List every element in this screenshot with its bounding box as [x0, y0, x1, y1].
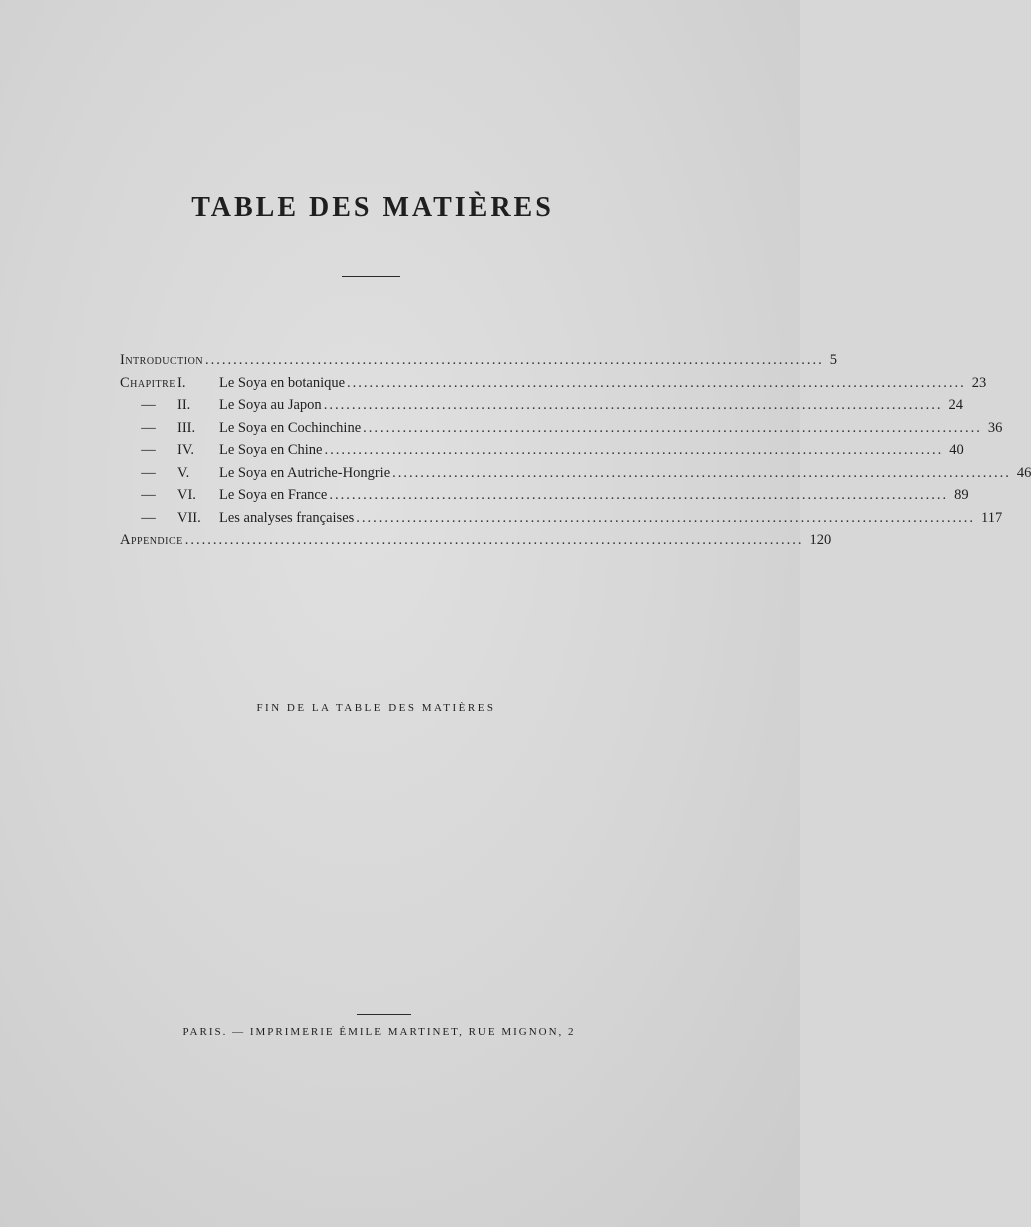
- toc-row-chapter-3: [120, 419, 1003, 443]
- toc-row-chapter-7: [120, 509, 1003, 533]
- toc-page-number: 24: [948, 397, 963, 413]
- toc-dash: —: [141, 419, 156, 436]
- dot-leader: ..............................................................................................................: [205, 352, 824, 368]
- dot-leader: ..............................................................................................................: [392, 464, 1011, 481]
- imprint-rule: [357, 1014, 411, 1015]
- toc-chapter-number: IV.: [177, 442, 195, 458]
- toc-chapter-number: V.: [177, 464, 190, 481]
- toc-page-number: 117: [981, 509, 1003, 526]
- toc-row-chapter-4: [120, 442, 964, 465]
- toc-row-appendice: [120, 532, 832, 555]
- toc-chapter-title: Le Soya au Japon: [219, 397, 322, 413]
- toc-chapter-title: Le Soya en Autriche-Hongrie: [219, 464, 391, 481]
- toc-page-number: 89: [954, 487, 969, 503]
- toc-section-label: Introduction: [120, 352, 204, 368]
- toc-chapter-title: Le Soya en Cochinchine: [219, 419, 362, 436]
- toc-chapter-number: I.: [177, 374, 186, 391]
- dot-leader: ..............................................................................................................: [324, 442, 944, 458]
- title-rule: [342, 276, 400, 277]
- dot-leader: ..............................................................................................................: [329, 487, 949, 503]
- table-of-contents: [120, 352, 1031, 555]
- toc-chapter-number: II.: [177, 397, 191, 413]
- toc-row-introduction: [120, 352, 838, 375]
- toc-page-number: 46: [1016, 464, 1031, 481]
- dot-leader: ..............................................................................................................: [347, 374, 966, 391]
- toc-row-chapter-5: [120, 464, 1031, 488]
- toc-row-chapter-1: [120, 374, 987, 398]
- toc-page-number: 23: [971, 374, 987, 391]
- toc-dash: —: [141, 487, 156, 503]
- toc-chapter-title: Le Soya en France: [219, 487, 328, 503]
- toc-chapter-title: Le Soya en botanique: [219, 374, 346, 391]
- printer-imprint: PARIS. — IMPRIMERIE ÉMILE MARTINET, RUE MIGNON, 2: [182, 1026, 576, 1038]
- toc-dash: —: [141, 442, 156, 458]
- page-title: TABLE DES MATIÈRES: [191, 192, 554, 223]
- toc-page-number: 36: [987, 419, 1003, 436]
- toc-chapter-title: Les analyses françaises: [219, 509, 355, 526]
- toc-dash: —: [141, 397, 156, 413]
- toc-page-number: 40: [949, 442, 964, 458]
- dot-leader: ..............................................................................................................: [184, 532, 804, 548]
- toc-chapter-label: Chapitre: [120, 374, 176, 391]
- toc-page-number: 5: [829, 352, 838, 368]
- toc-row-chapter-2: [120, 397, 963, 420]
- toc-section-label: Appendice: [120, 532, 183, 548]
- toc-chapter-title: Le Soya en Chine: [219, 442, 323, 458]
- toc-chapter-number: VII.: [177, 509, 201, 526]
- toc-chapter-number: III.: [177, 419, 196, 436]
- end-note: FIN DE LA TABLE DES MATIÈRES: [256, 702, 496, 714]
- toc-dash: —: [141, 464, 156, 481]
- dot-leader: ..............................................................................................................: [323, 397, 943, 413]
- toc-chapter-number: VI.: [177, 487, 196, 503]
- dot-leader: ..............................................................................................................: [356, 509, 976, 526]
- dot-leader: ..............................................................................................................: [363, 419, 982, 436]
- toc-row-chapter-6: [120, 487, 969, 510]
- toc-page-number: 120: [809, 532, 832, 548]
- toc-dash: —: [141, 509, 156, 526]
